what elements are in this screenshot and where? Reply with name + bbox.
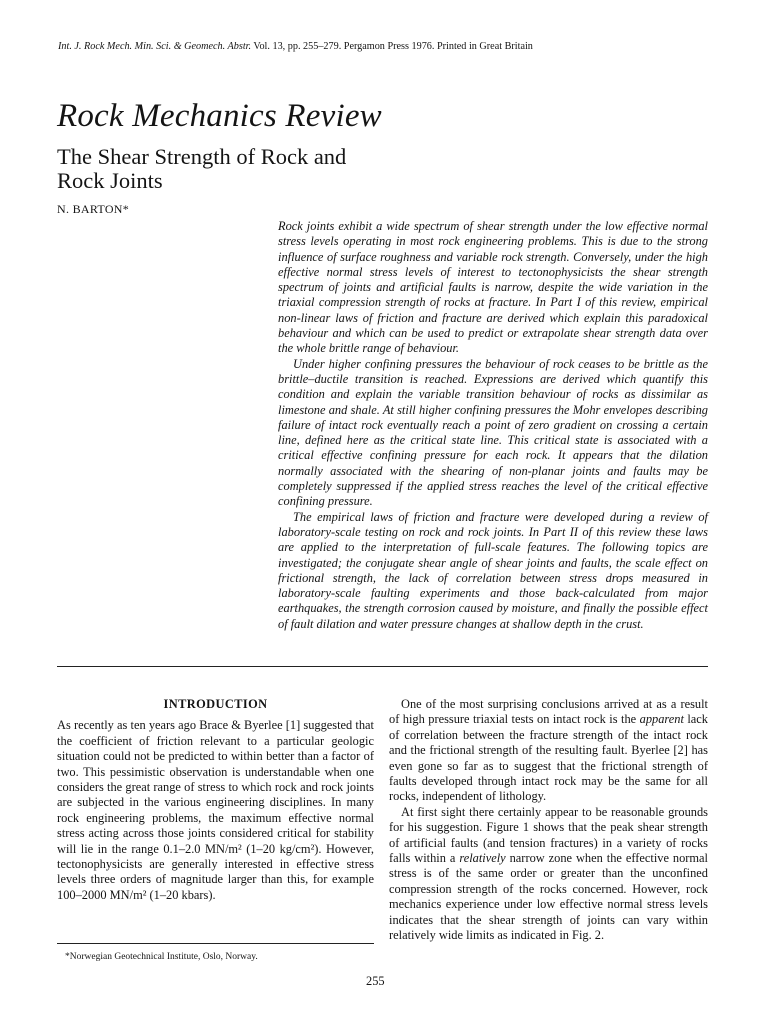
abstract-paragraph-3: The empirical laws of friction and fracture were developed during a review of laboratory-scale testing on rock and rock joints. In Part II of this review these laws are applied to the interpretation of full-scale features. The following topics are investigated; the conjugate shear angle of shear joints and faults, the scale effect on frictional strength, the lack of correlation between stress drops measured in laboratory-scale faulting experiments and those back-calculated from major earthquakes, the strength corrosion caused by moisture, and finally the possible effect of fault dilation and water pressure changes at shallow depth in the crust. (278, 509, 708, 631)
right-column (389, 697, 708, 944)
journal-volume-info: Vol. 13, pp. 255–279. Pergamon Press 1976. Printed in Great Britain (251, 41, 533, 52)
paper-title-line-2: Rock Joints (57, 168, 163, 193)
paper-title (57, 145, 437, 193)
right-paragraph-2: At first sight there certainly appear to be reasonable grounds for his suggestion. Figure 1 shows that the peak shear strength of artificial faults (and tension fractures) in a variety of rocks falls within a relatively narrow zone when the effective normal stress is of the same order or greater than the unconfined compression strength of the rocks concerned. However, rock mechanics experience under low effective normal stress levels indicates that the shear strength of joints can vary within relatively wide limits as indicated in Fig. 2. (389, 804, 709, 943)
abstract (278, 219, 708, 632)
emphasis-relatively: relatively (459, 851, 506, 866)
introduction-paragraph-1: As recently as ten years ago Brace & Byerlee [1] suggested that the coefficient of friction relevant to a particular geologic situation could not be predicted to within better than a factor of two. This pessimistic observation is understandable when one considers the great range of stress to which rock and rock joints are subjected in the various engineering disciplines. In many rock engineering problems, the maximum effective normal stress acting across those joints considered critical for stability will lie in the range 0.1–2.0 MN/m² (1–20 kg/cm²). However, tectonophysicists are generally interested in effective stress levels three orders of magnitude larger than this, for example 100–2000 MN/m² (1–20 kbars). (57, 718, 374, 902)
author-affiliation-footnote: *Norwegian Geotechnical Institute, Oslo, Norway. (65, 952, 258, 962)
abstract-paragraph-2: Under higher confining pressures the behaviour of rock ceases to be brittle as the brittle–ductile transition is reached. Expressions are derived which quantify this condition and explain the variable transition behaviour of rocks as dissimilar as limestone and shale. At still higher confining pressures the Mohr envelopes describing failure of intact rock eventually reach a point of zero gradient on crossing a certain line, defined here as the critical state line. This critical state is associated with a critical effective confining pressure for each rock. It appears that the dilation normally associated with the shearing of non-planar joints and faults may be completely suppressed if the applied stress reaches the level of the critical effective confining pressure. (278, 356, 708, 509)
journal-citation (58, 41, 678, 52)
section-divider (57, 666, 708, 667)
abstract-paragraph-1: Rock joints exhibit a wide spectrum of shear strength under the low effective normal stress levels operating in most rock engineering problems. This is due to the strong influence of surface roughness and variable rock strength. Conversely, under the high effective normal stress levels of interest to tectonophysicists the shear strength spectrum of joints and artificial faults is narrow, despite the wide variation in the triaxial compression strength of rocks at fracture. In Part I of this review, empirical non-linear laws of friction and fracture are derived which explain this paradoxical behaviour and which can be used to predict or extrapolate shear strength data over the whole brittle range of behaviour. (278, 219, 708, 356)
page-number: 255 (366, 974, 385, 988)
series-title: Rock Mechanics Review (57, 98, 382, 134)
footnote-divider (57, 943, 374, 944)
emphasis-apparent: apparent (639, 712, 684, 727)
journal-name: Int. J. Rock Mech. Min. Sci. & Geomech. Abstr. (58, 41, 252, 52)
introduction-heading: INTRODUCTION (163, 697, 268, 711)
author-name: N. BARTON* (57, 202, 130, 216)
paper-title-line-1: The Shear Strength of Rock and (57, 144, 347, 169)
right-paragraph-1: One of the most surprising conclusions arrived at as a result of high pressure triaxial tests on intact rock is the apparent lack of correlation between the fracture strength of the intact rock and the frictional strength of the resulting fault. Byerlee [2] has even gone so far as to suggest that the frictional strength of faults developed through intact rock may be the same for all rocks, independent of lithology. (389, 697, 708, 804)
left-column (57, 697, 374, 903)
